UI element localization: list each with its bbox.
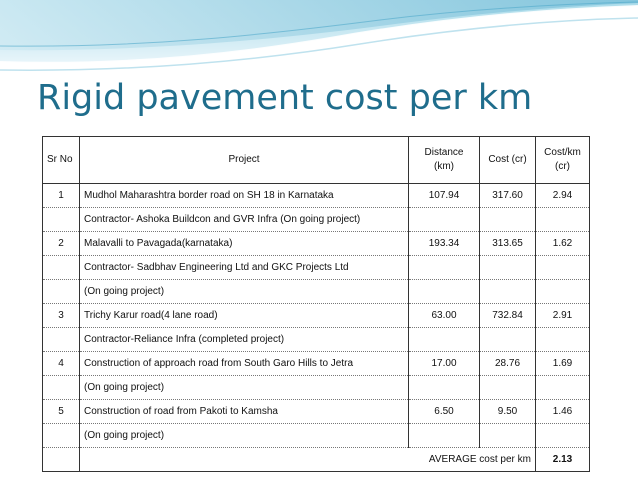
cell-cost: 9.50 [480, 400, 536, 424]
cell-distance [409, 280, 480, 304]
header-cost-per-km-line1: Cost/km [544, 147, 581, 158]
cell-project: Construction of approach road from South Garo Hills to Jetra [80, 352, 409, 376]
cell-distance: 63.00 [409, 304, 480, 328]
cell-distance: 193.34 [409, 232, 480, 256]
cell-cost-per-km [536, 256, 590, 280]
cell-cost [480, 328, 536, 352]
table-row [43, 400, 590, 424]
header-sr-no: Sr No [43, 137, 80, 184]
header-distance-line1: Distance [424, 147, 464, 158]
cell-cost-per-km: 1.62 [536, 232, 590, 256]
table-row [43, 376, 590, 400]
cell-distance [409, 256, 480, 280]
cell-distance [409, 328, 480, 352]
table-row [43, 256, 590, 280]
cell-distance [409, 376, 480, 400]
header-cost: Cost (cr) [480, 137, 536, 184]
cell-cost: 28.76 [480, 352, 536, 376]
cell-sr: 4 [43, 352, 80, 376]
cell-distance [409, 424, 480, 448]
table-row [43, 184, 590, 208]
table-row [43, 352, 590, 376]
cell-sr: 3 [43, 304, 80, 328]
cell-distance: 107.94 [409, 184, 480, 208]
cell-sr [43, 208, 80, 232]
cell-cost: 313.65 [480, 232, 536, 256]
cell-cost-per-km [536, 376, 590, 400]
cell-cost: 317.60 [480, 184, 536, 208]
cell-project: (On going project) [80, 424, 409, 448]
cell-distance [409, 208, 480, 232]
header-distance [409, 137, 480, 184]
table-row [43, 328, 590, 352]
cell-project: Mudhol Maharashtra border road on SH 18 in Karnataka [80, 184, 409, 208]
cell-cost-per-km [536, 328, 590, 352]
cell-cost-per-km: 2.91 [536, 304, 590, 328]
average-label: AVERAGE cost per km [80, 448, 536, 472]
cell-cost: 732.84 [480, 304, 536, 328]
cell-project: Contractor- Sadbhav Engineering Ltd and GKC Projects Ltd [80, 256, 409, 280]
cost-table [42, 136, 590, 472]
cell-project: (On going project) [80, 280, 409, 304]
header-wave-decoration [0, 0, 638, 80]
cell-project: Construction of road from Pakoti to Kamsha [80, 400, 409, 424]
cell-cost [480, 376, 536, 400]
cell-cost-per-km: 1.46 [536, 400, 590, 424]
cell-cost [480, 256, 536, 280]
header-project: Project [80, 137, 409, 184]
cell-sr-empty [43, 448, 80, 472]
cell-project: Contractor-Reliance Infra (completed project) [80, 328, 409, 352]
cell-cost-per-km: 2.94 [536, 184, 590, 208]
cell-distance: 6.50 [409, 400, 480, 424]
header-distance-line2: (km) [434, 161, 454, 172]
cell-sr: 5 [43, 400, 80, 424]
cell-project: Malavalli to Pavagada(karnataka) [80, 232, 409, 256]
table-header-row [43, 137, 590, 184]
cell-sr [43, 280, 80, 304]
cell-sr: 2 [43, 232, 80, 256]
cell-cost [480, 280, 536, 304]
cell-project: (On going project) [80, 376, 409, 400]
average-row [43, 448, 590, 472]
cell-project: Contractor- Ashoka Buildcon and GVR Infra (On going project) [80, 208, 409, 232]
cell-sr [43, 256, 80, 280]
cell-sr [43, 376, 80, 400]
cell-project: Trichy Karur road(4 lane road) [80, 304, 409, 328]
cell-cost-per-km [536, 424, 590, 448]
table-row [43, 280, 590, 304]
cell-cost [480, 208, 536, 232]
header-cost-per-km-line2: (cr) [555, 161, 570, 172]
cell-cost-per-km [536, 280, 590, 304]
table-row [43, 424, 590, 448]
cell-cost-per-km [536, 208, 590, 232]
header-cost-per-km [536, 137, 590, 184]
table-row [43, 208, 590, 232]
cell-cost [480, 424, 536, 448]
average-value: 2.13 [536, 448, 590, 472]
table-row [43, 304, 590, 328]
cost-table-container [42, 136, 590, 472]
table-row [43, 232, 590, 256]
cell-sr: 1 [43, 184, 80, 208]
cell-cost-per-km: 1.69 [536, 352, 590, 376]
slide-title: Rigid pavement cost per km [37, 78, 533, 118]
cell-distance: 17.00 [409, 352, 480, 376]
cell-sr [43, 424, 80, 448]
cell-sr [43, 328, 80, 352]
